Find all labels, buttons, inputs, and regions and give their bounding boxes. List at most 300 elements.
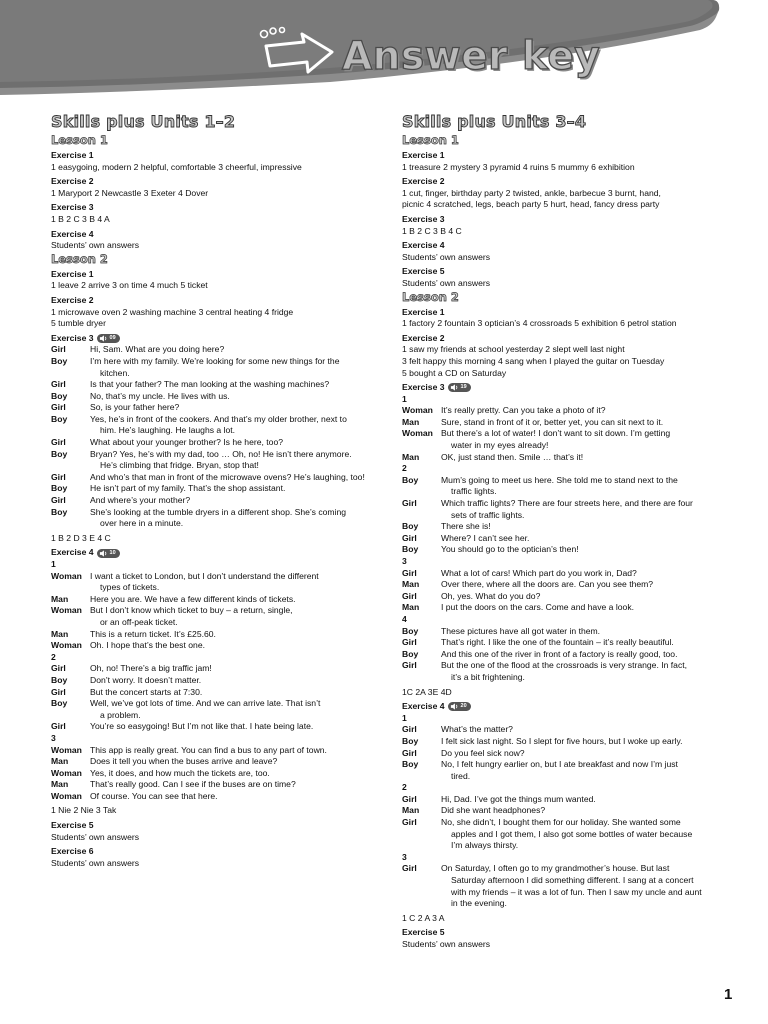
- speech-text: [441, 405, 732, 417]
- speech-text: [441, 748, 732, 760]
- answer-line: picnic 4 scratched, legs, beach party 5 hurt, head, fancy dress party: [402, 199, 660, 210]
- dialog-transcript: [402, 394, 732, 684]
- speech-line: And this one of the river in front of a factory is really good, too.: [441, 648, 678, 659]
- speaker-label: Girl: [402, 747, 417, 758]
- speaker-label: Woman: [51, 744, 82, 755]
- speech-line: a problem.: [100, 709, 141, 720]
- dialog-part-number: 1: [402, 712, 407, 723]
- speaker-label: Man: [402, 416, 420, 427]
- exercise-heading: [51, 269, 376, 281]
- speech-line: On Saturday, I often go to my grandmother’s house. But last: [441, 863, 670, 874]
- speaker-label: Girl: [402, 590, 417, 601]
- speaker-label: Man: [51, 593, 69, 604]
- speech-text: [441, 759, 732, 782]
- lesson-title: Lesson 1: [402, 133, 459, 147]
- dialog-line: [51, 791, 376, 803]
- answer-line: 1 B 2 C 3 B 4 A: [51, 213, 110, 224]
- speaker-icon: [99, 334, 108, 343]
- exercise-title: Exercise 5: [51, 820, 94, 831]
- dialog-line: [402, 498, 732, 521]
- speech-text: [90, 449, 376, 472]
- dialog-line: [402, 736, 732, 748]
- speech-text: [90, 344, 376, 356]
- exercise-heading: [51, 202, 376, 214]
- exercise-title: Exercise 2: [51, 176, 94, 187]
- speech-text: [90, 768, 376, 780]
- speech-line: kitchen.: [100, 367, 130, 378]
- exercise-title: Exercise 1: [51, 268, 94, 279]
- speech-text: [441, 805, 732, 817]
- dialog-line: [51, 402, 376, 414]
- speech-text: [90, 640, 376, 652]
- answer-line: 1 treasure 2 mystery 3 pyramid 4 ruins 5 mummy 6 exhibition: [402, 161, 635, 172]
- audio-track-badge: [448, 383, 471, 392]
- speech-line: Do you feel sick now?: [441, 747, 525, 758]
- speaker-label: Woman: [51, 767, 82, 778]
- speaker-label: Woman: [51, 605, 82, 616]
- speaker-label: Boy: [402, 735, 419, 746]
- dialog-line: [402, 626, 732, 638]
- exercise-title: Exercise 3: [51, 202, 94, 213]
- speech-line: Saturday afternoon I did something different. I sang at a concert: [451, 875, 694, 886]
- dialog-line: [51, 472, 376, 484]
- speech-line: What’s the matter?: [441, 724, 513, 735]
- exercise-heading: [51, 333, 376, 345]
- dialog-transcript: [51, 344, 376, 530]
- answer-line: 1 saw my friends at school yesterday 2 slept well last night: [402, 344, 625, 355]
- dialog-line: [402, 748, 732, 760]
- section-title: Skills plus Units 1–2: [51, 112, 236, 131]
- speech-text: [90, 629, 376, 641]
- speech-text: [441, 452, 732, 464]
- speech-text: [441, 637, 732, 649]
- speaker-icon: [450, 383, 459, 392]
- speech-line: Well, we’ve got lots of time. And we can arrive late. That isn’t: [90, 698, 321, 709]
- speech-line: I’m always thirsty.: [451, 840, 519, 851]
- left-column: [51, 113, 376, 869]
- speech-line: it’s a bit frightening.: [451, 671, 525, 682]
- speech-line: This app is really great. You can find a bus to any part of town.: [90, 744, 327, 755]
- speech-text: [441, 724, 732, 736]
- dialog-part-number: 2: [51, 651, 56, 662]
- dialog-line: [51, 449, 376, 472]
- dialog-line: [402, 805, 732, 817]
- speech-text: [90, 756, 376, 768]
- speech-line: But the concert starts at 7:30.: [90, 686, 203, 697]
- speech-line: with my friends – it was a lot of fun. Then I saw my uncle and aunt: [451, 886, 702, 897]
- speech-text: [441, 417, 732, 429]
- dialog-line: [402, 817, 732, 852]
- speech-line: What about your younger brother? Is he here, too?: [90, 437, 284, 448]
- exercise-heading: [402, 150, 732, 162]
- speech-line: apples and I got them, I also got some bottles of water because: [451, 828, 693, 839]
- exercise-heading: [51, 150, 376, 162]
- speech-text: [441, 736, 732, 748]
- dialog-part-number: 1: [51, 559, 56, 569]
- speaker-label: Girl: [51, 663, 66, 674]
- dialog-line: [51, 675, 376, 687]
- arrow-icon: [252, 22, 342, 92]
- speech-line: You should go to the optician’s then!: [441, 544, 579, 555]
- speech-line: types of tickets.: [100, 582, 160, 593]
- speaker-label: Boy: [402, 544, 419, 555]
- speaker-label: Girl: [402, 793, 417, 804]
- speech-text: [90, 779, 376, 791]
- exercise-heading: [402, 214, 732, 226]
- dialog-part-number: 3: [51, 732, 56, 743]
- speaker-label: Girl: [51, 495, 66, 506]
- speech-line: No, she didn’t, I bought them for our holiday. She wanted some: [441, 817, 681, 828]
- speech-text: [90, 495, 376, 507]
- answer-line: 5 tumble dryer: [51, 318, 106, 329]
- speech-text: [90, 379, 376, 391]
- speaker-label: Girl: [402, 863, 417, 874]
- speech-text: [90, 414, 376, 437]
- speaker-label: Man: [51, 779, 69, 790]
- speech-line: This is a return ticket. It’s £25.60.: [90, 628, 216, 639]
- exercise-title: Exercise 4: [402, 701, 445, 712]
- speech-line: Hi, Dad. I’ve got the things mum wanted.: [441, 793, 596, 804]
- speech-line: He isn’t part of my family. That’s the shop assistant.: [90, 483, 286, 494]
- speaker-label: Boy: [51, 448, 68, 459]
- dialog-line: [51, 507, 376, 530]
- answer-line: Students’ own answers: [402, 277, 491, 288]
- speech-line: Don’t worry. It doesn’t matter.: [90, 674, 202, 685]
- speech-line: him. He’s laughing. He laughs a lot.: [100, 425, 236, 436]
- dialog-line: [402, 533, 732, 545]
- dialog-line: [51, 379, 376, 391]
- dialog-line: [51, 663, 376, 675]
- dialog-line: [51, 779, 376, 791]
- audio-track-number: 20: [460, 703, 467, 710]
- speech-text: [441, 498, 732, 521]
- speech-line: Yes, it does, and how much the tickets are, too.: [90, 767, 270, 778]
- speech-text: [441, 579, 732, 591]
- speaker-label: Boy: [51, 413, 68, 424]
- speaker-label: Girl: [402, 532, 417, 543]
- exercise-heading: [51, 547, 376, 559]
- speaker-label: Girl: [402, 660, 417, 671]
- speech-text: [441, 626, 732, 638]
- speech-line: But I don’t know which ticket to buy – a return, single,: [90, 605, 293, 616]
- speech-text: [441, 660, 732, 683]
- dialog-line: [402, 863, 732, 909]
- speaker-label: Woman: [51, 790, 82, 801]
- dialog-line: [51, 768, 376, 780]
- speech-line: That’s really good. Can I see if the buses are on time?: [90, 779, 296, 790]
- exercise-title: Exercise 5: [402, 927, 445, 938]
- speaker-label: Girl: [51, 379, 66, 390]
- speaker-label: Boy: [402, 625, 419, 636]
- speaker-label: Girl: [51, 686, 66, 697]
- speech-text: [90, 483, 376, 495]
- speaker-label: Girl: [402, 724, 417, 735]
- exercise-heading: [402, 240, 732, 252]
- speech-line: But there’s a lot of water! I don’t want to sit down. I’m getting: [441, 428, 671, 439]
- speech-line: Yes, he’s in front of the cookers. And that’s my older brother, next to: [90, 413, 347, 424]
- speaker-label: Girl: [402, 498, 417, 509]
- speech-line: So, is your father here?: [90, 402, 180, 413]
- speech-line: Which traffic lights? There are four streets here, and there are four: [441, 498, 693, 509]
- speech-line: I want a ticket to London, but I don’t understand the different: [90, 570, 319, 581]
- speech-text: [90, 594, 376, 606]
- answer-line: 5 bought a CD on Saturday: [402, 367, 507, 378]
- speaker-label: Boy: [51, 390, 68, 401]
- speaker-label: Woman: [51, 640, 82, 651]
- dialog-line: [402, 568, 732, 580]
- answer-line: 1 B 2 C 3 B 4 C: [402, 225, 462, 236]
- speech-text: [441, 544, 732, 556]
- answer-line: 1 B 2 D 3 E 4 C: [51, 532, 111, 543]
- speaker-label: Girl: [51, 344, 66, 355]
- dialog-line: [402, 521, 732, 533]
- speech-line: And who’s that man in front of the microwave ovens? He’s laughing, too!: [90, 471, 365, 482]
- speech-text: [90, 391, 376, 403]
- speech-text: [441, 602, 732, 614]
- speaker-label: Boy: [51, 355, 68, 366]
- dialog-transcript: [51, 559, 376, 802]
- speaker-label: Girl: [402, 567, 417, 578]
- speaker-label: Man: [402, 805, 420, 816]
- dialog-line: [51, 437, 376, 449]
- speaker-label: Woman: [402, 405, 433, 416]
- speech-line: I felt sick last night. So I slept for five hours, but I woke up early.: [441, 735, 683, 746]
- dialog-part-number: 1: [402, 393, 407, 404]
- section-title: Skills plus Units 3–4: [402, 112, 587, 131]
- exercise-heading: [51, 846, 376, 858]
- dialog-line: [51, 605, 376, 628]
- dialog-line: [51, 495, 376, 507]
- speech-text: [90, 437, 376, 449]
- speech-text: [90, 663, 376, 675]
- answer-line: Students’ own answers: [402, 251, 491, 262]
- answer-line: 1 C 2 A 3 A: [402, 912, 445, 923]
- speech-text: [90, 745, 376, 757]
- dialog-line: [51, 571, 376, 594]
- speech-line: water in my eyes already!: [451, 440, 549, 451]
- speech-line: She’s looking at the tumble dryers in a different shop. She’s coming: [90, 506, 347, 517]
- exercise-heading: [402, 701, 732, 713]
- dialog-line: [51, 721, 376, 733]
- dialog-line: [51, 687, 376, 699]
- dialog-part-number: 3: [402, 851, 407, 862]
- dialog-line: [402, 428, 732, 451]
- dialog-line: [402, 660, 732, 683]
- exercise-title: Exercise 6: [51, 846, 94, 857]
- speaker-label: Boy: [402, 521, 419, 532]
- exercise-heading: [51, 295, 376, 307]
- speech-text: [90, 571, 376, 594]
- dialog-line: [402, 591, 732, 603]
- speech-line: Bryan? Yes, he’s with my dad, too … Oh, no! He isn’t there anymore.: [90, 448, 352, 459]
- speech-line: Mum’s going to meet us here. She told me to stand next to the: [441, 474, 678, 485]
- speaker-label: Girl: [51, 471, 66, 482]
- speaker-label: Boy: [51, 698, 68, 709]
- speech-text: [90, 791, 376, 803]
- exercise-heading: [402, 382, 732, 394]
- dialog-line: [402, 405, 732, 417]
- answer-line: Students’ own answers: [51, 831, 140, 842]
- exercise-title: Exercise 2: [402, 176, 445, 187]
- audio-track-badge: [97, 549, 120, 558]
- speech-text: [441, 863, 732, 909]
- exercise-heading: [402, 176, 732, 188]
- speech-line: Did she want headphones?: [441, 805, 546, 816]
- dialog-part-number: 2: [402, 782, 407, 793]
- speech-text: [90, 507, 376, 530]
- speaker-label: Woman: [402, 428, 433, 439]
- speaker-label: Girl: [51, 437, 66, 448]
- speech-line: Where? I can’t see her.: [441, 532, 530, 543]
- dialog-line: [402, 602, 732, 614]
- speech-line: What a lot of cars! Which part do you work in, Dad?: [441, 567, 637, 578]
- dialog-part-number: 2: [402, 463, 407, 474]
- dialog-line: [51, 756, 376, 768]
- answer-line: 1C 2A 3E 4D: [402, 686, 452, 697]
- dialog-line: [51, 391, 376, 403]
- dialog-line: [402, 452, 732, 464]
- dialog-line: [402, 794, 732, 806]
- speech-line: No, I felt hungry earlier on, but I ate breakfast and now I’m just: [441, 759, 678, 770]
- speech-line: Of course. You can see that here.: [90, 790, 218, 801]
- dialog-line: [51, 640, 376, 652]
- exercise-heading: [51, 820, 376, 832]
- speech-text: [90, 675, 376, 687]
- right-column: [402, 113, 732, 951]
- speech-line: Does it tell you when the buses arrive and leave?: [90, 756, 278, 767]
- dialog-line: [51, 594, 376, 606]
- answer-line: 1 microwave oven 2 washing machine 3 central heating 4 fridge: [51, 306, 294, 317]
- speaker-label: Boy: [402, 759, 419, 770]
- audio-track-number: 19: [460, 384, 467, 391]
- speech-text: [441, 521, 732, 533]
- speech-line: And where’s your mother?: [90, 495, 191, 506]
- page-title: Answer key: [342, 34, 601, 79]
- speech-line: in the evening.: [451, 898, 507, 909]
- exercise-heading: [402, 333, 732, 345]
- speech-line: He’s climbing that fridge. Bryan, stop that!: [100, 460, 259, 471]
- answer-line: Students’ own answers: [402, 939, 491, 949]
- exercise-title: Exercise 4: [402, 240, 445, 251]
- dialog-line: [402, 649, 732, 661]
- answer-line: 1 Nie 2 Nie 3 Tak: [51, 805, 117, 816]
- speaker-label: Man: [402, 602, 420, 613]
- dialog-part-number: 4: [402, 613, 407, 624]
- speech-line: Is that your father? The man looking at the washing machines?: [90, 379, 330, 390]
- speech-line: No, that’s my uncle. He lives with us.: [90, 390, 230, 401]
- speech-text: [90, 472, 376, 484]
- dialog-line: [402, 759, 732, 782]
- speech-text: [90, 698, 376, 721]
- speech-text: [441, 794, 732, 806]
- speech-line: Sure, stand in front of it or, better yet, you can sit next to it.: [441, 416, 664, 427]
- dialog-line: [51, 745, 376, 757]
- exercise-title: Exercise 3: [402, 213, 445, 224]
- exercise-heading: [402, 266, 732, 278]
- exercise-title: Exercise 4: [51, 547, 94, 558]
- answer-line: 1 leave 2 arrive 3 on time 4 much 5 ticket: [51, 280, 208, 291]
- speech-text: [441, 591, 732, 603]
- dialog-transcript: [402, 713, 732, 910]
- speech-line: These pictures have all got water in them.: [441, 625, 601, 636]
- exercise-heading: [51, 176, 376, 188]
- speech-text: [441, 428, 732, 451]
- speech-line: You’re so easygoing! But I’m not like that. I hate being late.: [90, 721, 314, 732]
- speaker-label: Woman: [51, 570, 82, 581]
- speech-line: Oh, yes. What do you do?: [441, 590, 541, 601]
- audio-track-badge: [97, 334, 120, 343]
- speaker-label: Man: [402, 451, 420, 462]
- speech-line: Over there, where all the doors are. Can you see them?: [441, 579, 654, 590]
- dialog-line: [402, 544, 732, 556]
- speech-line: Hi, Sam. What are you doing here?: [90, 344, 225, 355]
- exercise-title: Exercise 4: [51, 228, 94, 239]
- speech-line: I’m here with my family. We’re looking for some new things for the: [90, 355, 340, 366]
- speech-line: There she is!: [441, 521, 491, 532]
- lesson-title: Lesson 2: [402, 289, 459, 304]
- speech-line: tired.: [451, 770, 471, 781]
- exercise-title: Exercise 3: [51, 332, 94, 343]
- speech-line: Oh, no! There’s a big traffic jam!: [90, 663, 212, 674]
- exercise-heading: [402, 927, 732, 939]
- speaker-label: Boy: [51, 483, 68, 494]
- speech-line: I put the doors on the cars. Come and have a look.: [441, 602, 634, 613]
- speaker-label: Man: [51, 756, 69, 767]
- dialog-line: [51, 698, 376, 721]
- speaker-label: Girl: [402, 637, 417, 648]
- answer-line: 1 easygoing, modern 2 helpful, comfortable 3 cheerful, impressive: [51, 161, 302, 172]
- exercise-title: Exercise 1: [402, 150, 445, 160]
- answer-line: Students’ own answers: [51, 240, 140, 251]
- answer-line: Students’ own answers: [51, 857, 140, 868]
- speaker-label: Boy: [402, 648, 419, 659]
- speech-text: [441, 817, 732, 852]
- speaker-icon: [450, 702, 459, 711]
- speech-line: That’s right. I like the one of the fountain – it’s really beautiful.: [441, 637, 674, 648]
- speech-text: [90, 721, 376, 733]
- exercise-title: Exercise 1: [51, 150, 94, 160]
- dialog-line: [51, 483, 376, 495]
- answer-line: 1 cut, finger, birthday party 2 twisted, ankle, barbecue 3 burnt, hand,: [402, 187, 661, 198]
- lesson-title: Lesson 2: [51, 251, 108, 266]
- speech-line: But the one of the flood at the crossroads is very strange. In fact,: [441, 660, 688, 671]
- speaker-label: Boy: [51, 674, 68, 685]
- exercise-title: Exercise 2: [402, 332, 445, 343]
- answer-line: 1 factory 2 fountain 3 optician’s 4 crossroads 5 exhibition 6 petrol station: [402, 318, 677, 329]
- dialog-line: [51, 629, 376, 641]
- speech-text: [90, 605, 376, 628]
- speech-line: sets of traffic lights.: [451, 509, 525, 520]
- speech-line: Here you are. We have a few different kinds of tickets.: [90, 593, 296, 604]
- dialog-line: [51, 356, 376, 379]
- speech-line: OK, just stand then. Smile … that’s it!: [441, 451, 584, 462]
- speaker-label: Girl: [402, 817, 417, 828]
- exercise-title: Exercise 2: [51, 294, 94, 305]
- exercise-title: Exercise 1: [402, 306, 445, 317]
- dialog-line: [402, 417, 732, 429]
- audio-track-number: 09: [109, 335, 116, 342]
- speech-text: [90, 356, 376, 379]
- exercise-heading: [402, 307, 732, 319]
- speech-line: over here in a minute.: [100, 518, 184, 529]
- exercise-title: Exercise 3: [402, 382, 445, 393]
- answer-line: 3 felt happy this morning 4 sang when I played the guitar on Tuesday: [402, 355, 665, 366]
- speech-text: [441, 568, 732, 580]
- speech-text: [441, 533, 732, 545]
- speech-text: [441, 649, 732, 661]
- dialog-line: [51, 414, 376, 437]
- speaker-label: Girl: [51, 402, 66, 413]
